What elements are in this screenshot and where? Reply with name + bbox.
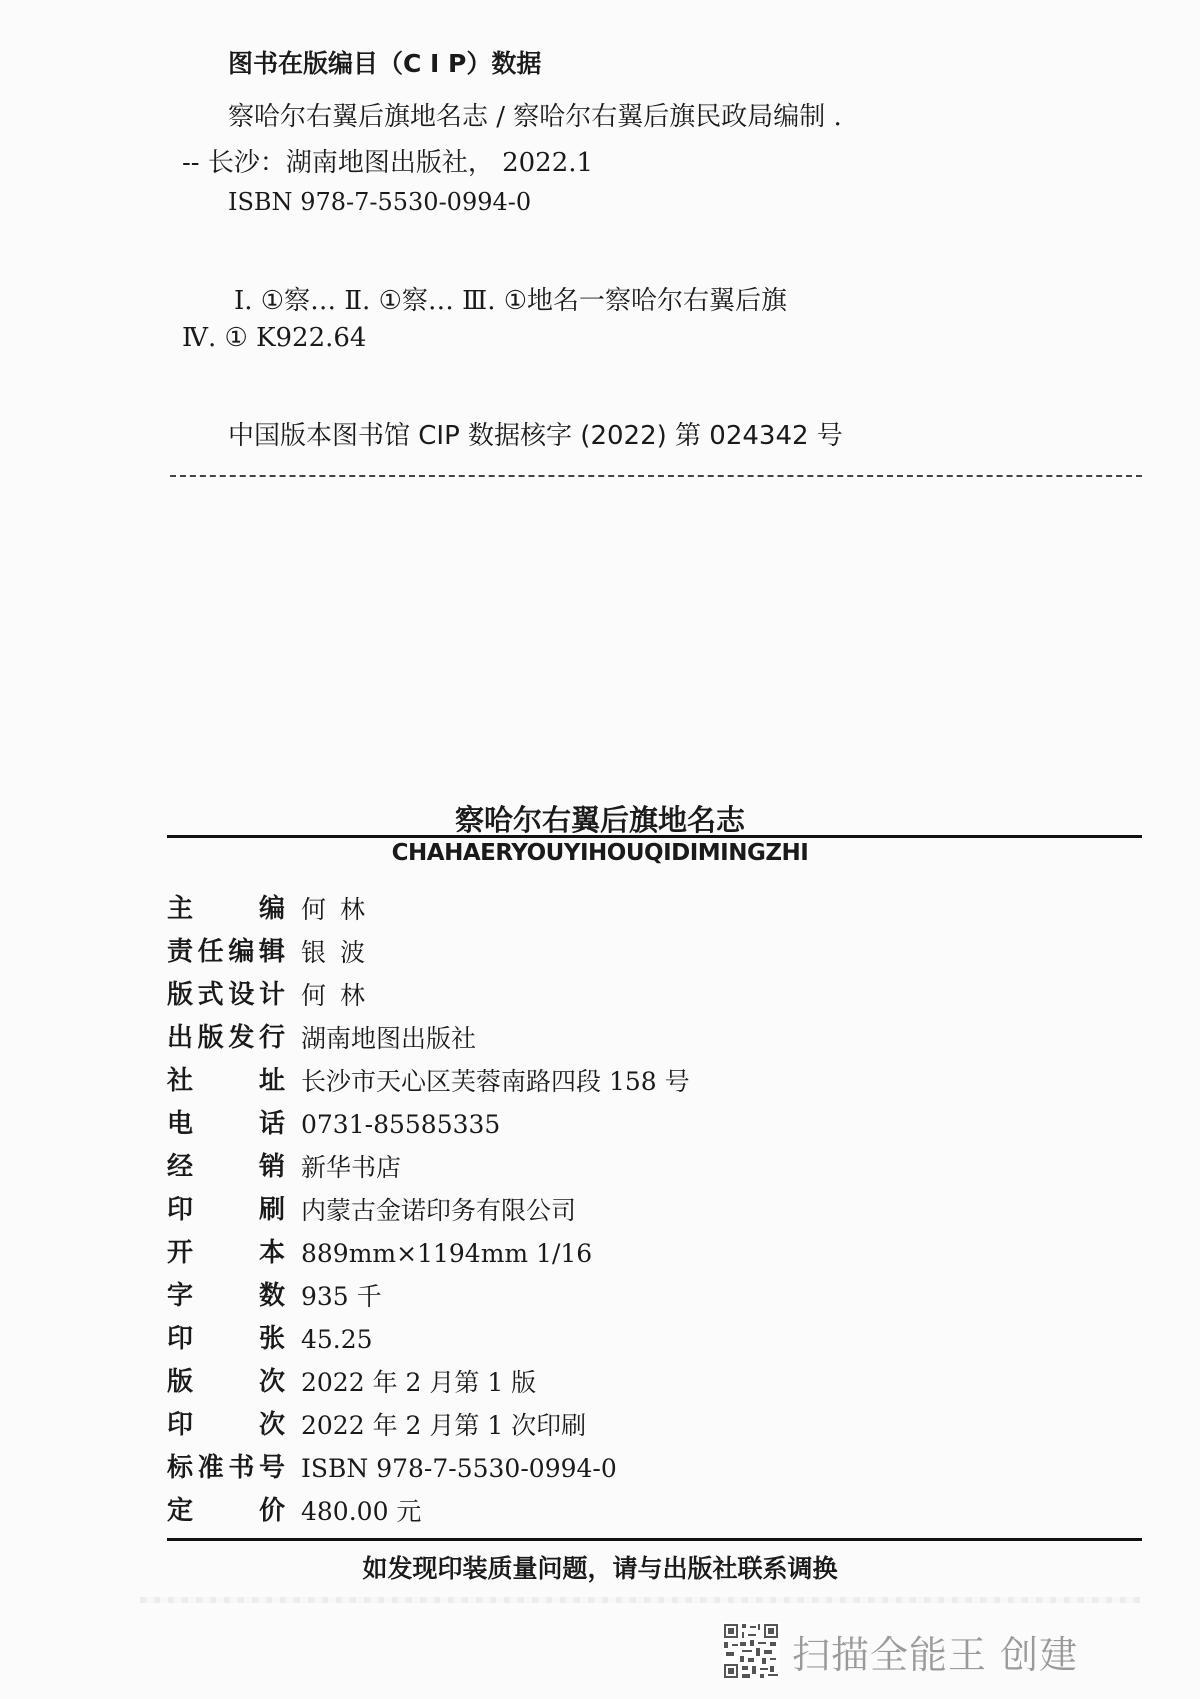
- cip-verification: 中国版本图书馆 CIP 数据核字 (2022) 第 024342 号: [228, 421, 843, 451]
- colophon-row: [167, 1490, 967, 1533]
- colophon-label-char: 辑: [258, 937, 285, 967]
- colophon-label-char: 号: [258, 1453, 285, 1483]
- colophon-value: 长沙市天心区芙蓉南路四段 158 号: [301, 1067, 690, 1096]
- colophon-row: [167, 1146, 967, 1189]
- scan-artifact-band: [140, 1597, 1140, 1603]
- colophon-row: [167, 1361, 967, 1404]
- quality-notice: 如发现印装质量问题，请与出版社联系调换: [362, 1554, 838, 1583]
- colophon-label-char: 行: [258, 1023, 285, 1053]
- colophon-label-char: 准: [197, 1453, 224, 1483]
- colophon-row: [167, 1189, 967, 1232]
- colophon-row: [167, 1275, 967, 1318]
- colophon-label-char: 标: [167, 1453, 194, 1483]
- colophon-label: [167, 1275, 285, 1318]
- colophon-info-list: [167, 888, 967, 1533]
- colophon-value: 480.00 元: [301, 1497, 422, 1526]
- colophon-label-char: 社: [167, 1066, 194, 1096]
- colophon-label: [167, 1318, 285, 1361]
- colophon-label-char: 数: [258, 1281, 285, 1311]
- cip-title-line: 察哈尔右翼后旗地名志 / 察哈尔右翼后旗民政局编制 .: [228, 102, 842, 132]
- colophon-row: [167, 1232, 967, 1275]
- cip-isbn-line: ISBN 978-7-5530-0994-0: [228, 188, 532, 216]
- colophon-label: [167, 1404, 285, 1447]
- scanner-watermark: [722, 1622, 1078, 1680]
- colophon-value: 银波: [301, 938, 380, 967]
- colophon-label-char: 版: [167, 1367, 194, 1397]
- colophon-label-char: 张: [258, 1324, 285, 1354]
- colophon-label: [167, 1017, 285, 1060]
- colophon-value: 2022 年 2 月第 1 次印刷: [301, 1411, 587, 1440]
- colophon-label-char: 开: [167, 1238, 194, 1268]
- cip-classification-line-2: Ⅳ. ① K922.64: [182, 323, 367, 353]
- colophon-value: 新华书店: [301, 1153, 402, 1182]
- colophon-value: 889mm×1194mm 1/16: [301, 1239, 593, 1268]
- colophon-value: 内蒙古金诺印务有限公司: [301, 1196, 577, 1225]
- qr-code-icon: [722, 1622, 780, 1680]
- colophon-label-char: 书: [228, 1453, 255, 1483]
- colophon-row: [167, 974, 967, 1017]
- colophon-label-char: 次: [258, 1367, 285, 1397]
- colophon-label-char: 出: [167, 1023, 194, 1053]
- title-rule: [167, 835, 1142, 838]
- colophon-label: [167, 1361, 285, 1404]
- colophon-row: [167, 1060, 967, 1103]
- colophon-row: [167, 1318, 967, 1361]
- colophon-label-char: 次: [258, 1410, 285, 1440]
- colophon-label-char: 发: [228, 1023, 255, 1053]
- colophon-value: 何林: [301, 895, 380, 924]
- cip-publisher-line: -- 长沙：湖南地图出版社， 2022.1: [182, 148, 594, 178]
- colophon-label: [167, 1232, 285, 1275]
- colophon-value: 湖南地图出版社: [301, 1024, 477, 1053]
- colophon-label: [167, 974, 285, 1017]
- colophon-label-char: 印: [167, 1410, 194, 1440]
- colophon-label: [167, 1060, 285, 1103]
- colophon-label-char: 价: [258, 1496, 285, 1526]
- colophon-label-char: 版: [197, 1023, 224, 1053]
- colophon-bottom-rule: [167, 1538, 1142, 1541]
- cip-classification-line-1: Ⅰ. ①察… Ⅱ. ①察… Ⅲ. ①地名一察哈尔右翼后旗: [234, 286, 788, 316]
- colophon-label-char: 式: [197, 980, 224, 1010]
- colophon-row: [167, 1404, 967, 1447]
- colophon-label: [167, 1146, 285, 1189]
- colophon-row: [167, 931, 967, 974]
- watermark-text: 扫描全能王 创建: [792, 1632, 1079, 1677]
- colophon-label-char: 设: [228, 980, 255, 1010]
- cip-heading: 图书在版编目（C I P）数据: [228, 49, 542, 78]
- colophon-label-char: 经: [167, 1152, 194, 1182]
- colophon-label-char: 任: [197, 937, 224, 967]
- colophon-label-char: 版: [167, 980, 194, 1010]
- book-pinyin: CHAHAERYOUYIHOUQIDIMINGZHI: [391, 840, 809, 866]
- colophon-label: [167, 931, 285, 974]
- colophon-value: 2022 年 2 月第 1 版: [301, 1368, 537, 1397]
- colophon-value: 0731-85585335: [301, 1110, 501, 1139]
- colophon-label-char: 印: [167, 1324, 194, 1354]
- colophon-label-char: 主: [167, 894, 194, 924]
- colophon-label-char: 电: [167, 1109, 194, 1139]
- colophon-label: [167, 1490, 285, 1533]
- dashed-divider: [170, 475, 1142, 477]
- book-title: 察哈尔右翼后旗地名志: [454, 803, 745, 837]
- colophon-row: [167, 1017, 967, 1060]
- colophon-label: [167, 1189, 285, 1232]
- colophon-label-char: 责: [167, 937, 194, 967]
- colophon-value: 935 千: [301, 1282, 382, 1311]
- colophon-value: 45.25: [301, 1325, 373, 1354]
- colophon-value: 何林: [301, 981, 380, 1010]
- colophon-label-char: 印: [167, 1195, 194, 1225]
- colophon-row: [167, 888, 967, 931]
- colophon-label: [167, 888, 285, 931]
- colophon-label-char: 编: [228, 937, 255, 967]
- colophon-label-char: 编: [258, 894, 285, 924]
- colophon-label-char: 址: [258, 1066, 285, 1096]
- colophon-label-char: 刷: [258, 1195, 285, 1225]
- colophon-label-char: 销: [258, 1152, 285, 1182]
- colophon-row: [167, 1103, 967, 1146]
- colophon-row: [167, 1447, 967, 1490]
- colophon-label-char: 本: [258, 1238, 285, 1268]
- colophon-value: ISBN 978-7-5530-0994-0: [301, 1454, 617, 1483]
- colophon-label: [167, 1447, 285, 1490]
- colophon-label-char: 定: [167, 1496, 194, 1526]
- colophon-label: [167, 1103, 285, 1146]
- colophon-label-char: 字: [167, 1281, 194, 1311]
- colophon-label-char: 话: [258, 1109, 285, 1139]
- colophon-label-char: 计: [258, 980, 285, 1010]
